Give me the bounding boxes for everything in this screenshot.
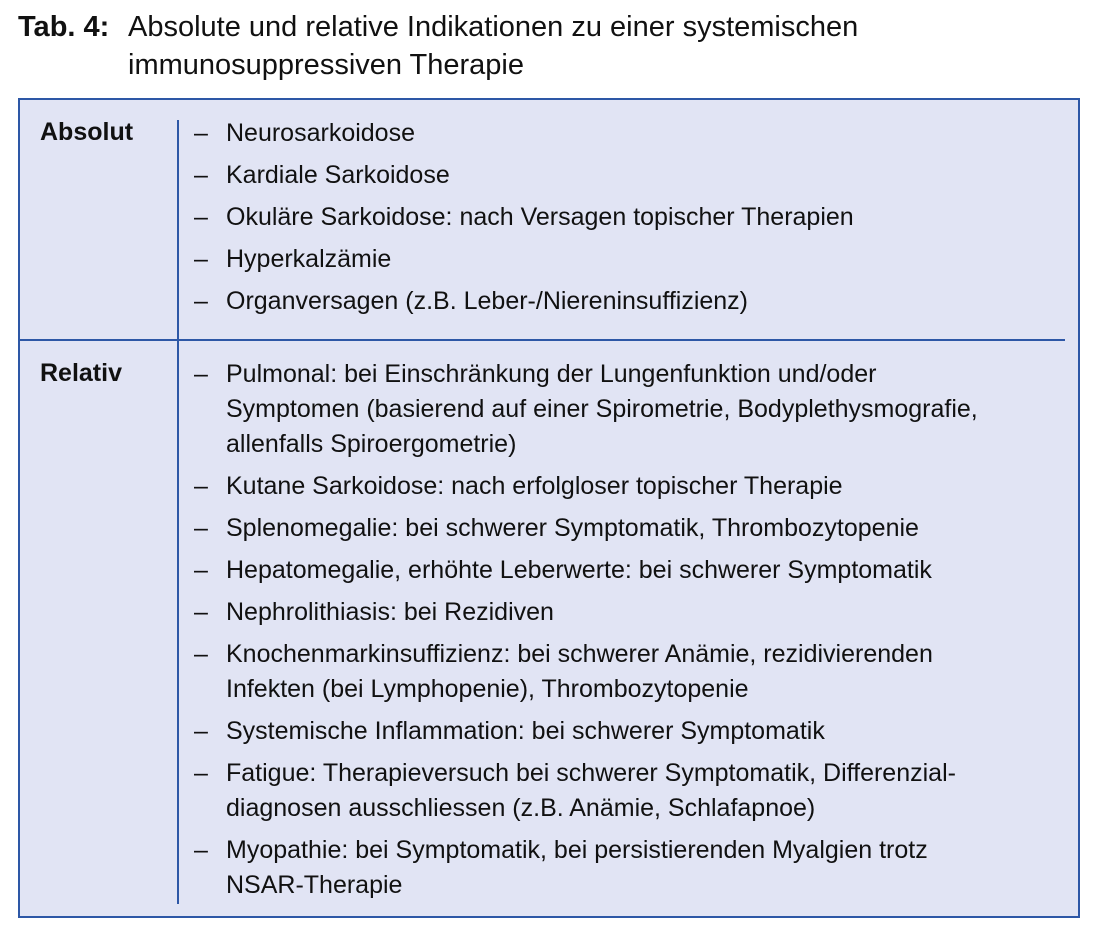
section-divider [20,339,1065,341]
list-item-line: Nephrolithiasis: bei Rezidiven [226,598,554,626]
list-item-line: Myopathie: bei Symptomatik, bei persistierenden Myalgien trotz [226,836,928,864]
list-item-line: Kardiale Sarkoidose [226,161,450,189]
list-item-line: Pulmonal: bei Einschränkung der Lungenfunktion und/oder [226,360,877,388]
list-item-line: Neurosarkoidose [226,119,415,147]
list-item [194,595,1064,630]
list-item-line: NSAR-Therapie [226,871,403,899]
dash-bullet: – [194,472,208,500]
list-item-line: Hyperkalzämie [226,245,392,273]
list-item-line: Okuläre Sarkoidose: nach Versagen topischer Therapien [226,203,854,231]
list-item [194,714,1064,749]
list-item [194,116,1064,151]
list-item [194,833,1064,903]
dash-bullet: – [194,556,208,584]
list-item-line: Splenomegalie: bei schwerer Symptomatik, Thrombozytopenie [226,514,919,542]
list-item-line: Organversagen (z.B. Leber-/Niereninsuffizienz) [226,287,749,315]
list-item-line: Systemische Inflammation: bei schwerer Symptomatik [226,717,825,745]
dash-bullet: – [194,119,208,147]
list-item [194,553,1064,588]
absolut-list [194,116,1064,326]
list-item-line: Infekten (bei Lymphopenie), Thrombozytopenie [226,675,749,703]
list-item-line: Fatigue: Therapieversuch bei schwerer Symptomatik, Differenzial- [226,759,956,787]
dash-bullet: – [194,360,208,388]
dash-bullet: – [194,836,208,864]
caption-label: Tab. 4: [18,11,110,43]
dash-bullet: – [194,717,208,745]
dash-bullet: – [194,759,208,787]
list-item [194,242,1064,277]
list-item [194,637,1064,707]
dash-bullet: – [194,161,208,189]
list-item-line: Knochenmarkinsuffizienz: bei schwerer Anämie, rezidivierenden [226,640,933,668]
list-item-line: diagnosen ausschliessen (z.B. Anämie, Schlafapnoe) [226,794,816,822]
list-item [194,284,1064,319]
list-item-line: Symptomen (basierend auf einer Spirometrie, Bodyplethysmografie, [226,395,978,423]
dash-bullet: – [194,203,208,231]
list-item [194,357,1064,462]
relativ-list [194,357,1064,910]
section-label-relativ: Relativ [40,359,122,387]
dash-bullet: – [194,640,208,668]
list-item [194,158,1064,193]
list-item [194,200,1064,235]
column-divider [177,120,179,904]
list-item-line: Kutane Sarkoidose: nach erfolgloser topischer Therapie [226,472,843,500]
dash-bullet: – [194,598,208,626]
list-item [194,469,1064,504]
dash-bullet: – [194,287,208,315]
indications-table [18,98,1080,918]
list-item-line: Hepatomegalie, erhöhte Leberwerte: bei schwerer Symptomatik [226,556,932,584]
list-item [194,511,1064,546]
dash-bullet: – [194,245,208,273]
caption-title-line-1: Absolute und relative Indikationen zu einer systemischen [128,11,859,43]
caption-title-line-2: immunosuppressiven Therapie [128,49,525,81]
list-item-line: allenfalls Spiroergometrie) [226,430,517,458]
dash-bullet: – [194,514,208,542]
section-label-absolut: Absolut [40,118,134,146]
list-item [194,756,1064,826]
table-caption [18,8,1078,84]
